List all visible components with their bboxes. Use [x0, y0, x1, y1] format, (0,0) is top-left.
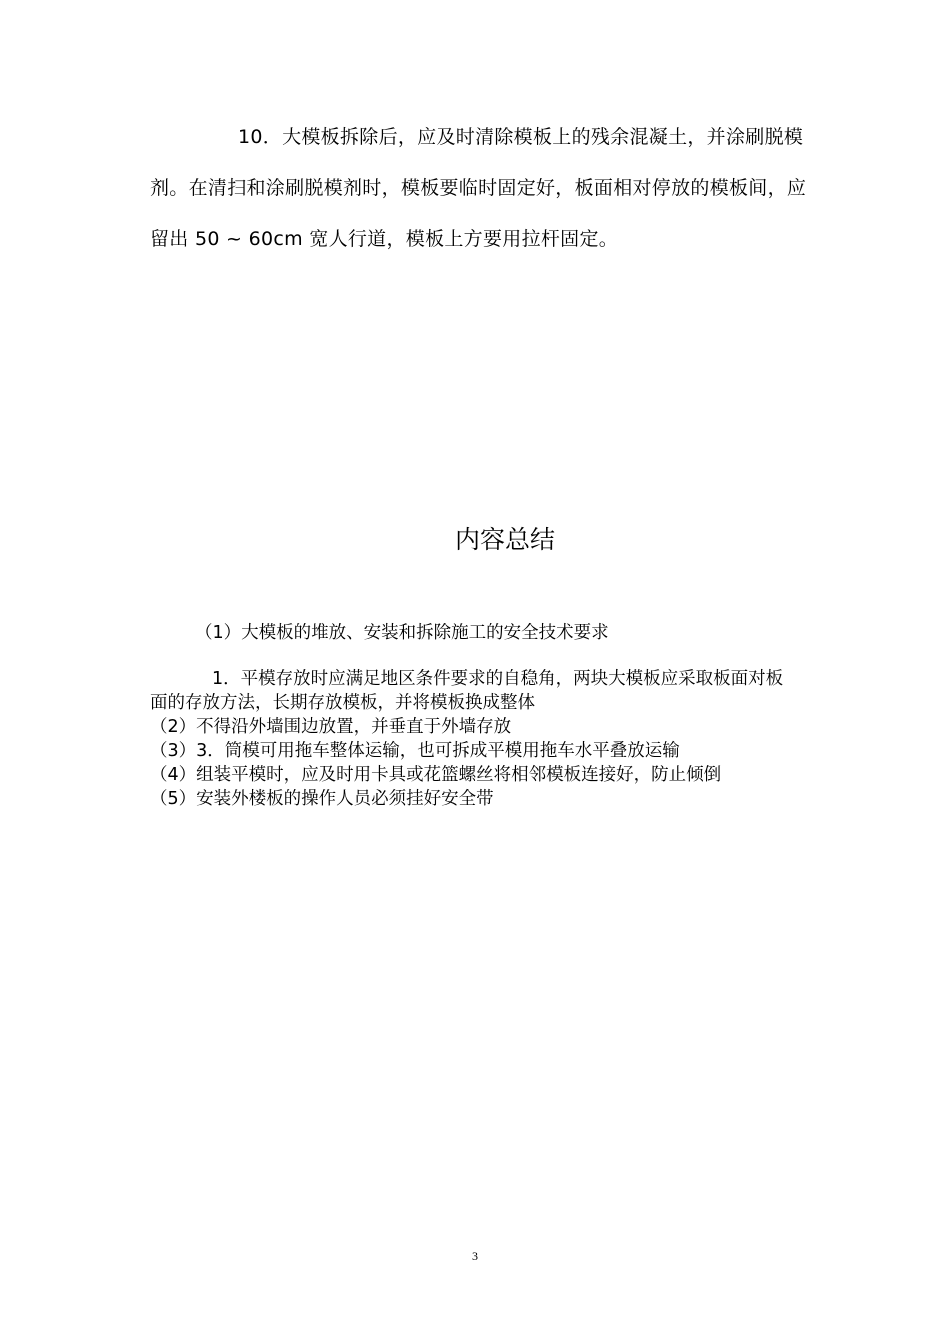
page-number: 3 — [472, 1249, 478, 1263]
summary-item: （3）3．筒模可用拖车整体运输，也可拆成平模用拖车水平叠放运输 — [150, 741, 680, 761]
summary-item: （4）组装平模时，应及时用卡具或花篮螺丝将相邻模板连接好，防止倾倒 — [150, 765, 722, 785]
summary-item: （5）安装外楼板的操作人员必须挂好安全带 — [150, 789, 494, 809]
summary-heading: 内容总结 — [454, 525, 555, 554]
summary-block — [150, 621, 800, 811]
summary-item: （2）不得沿外墙围边放置，并垂直于外墙存放 — [150, 717, 512, 737]
summary-item: 1．平模存放时应满足地区条件要求的自稳角，两块大模板应采取板面对板面的存放方法，长期存放模板，并将模板换成整体 — [150, 669, 784, 713]
summary-subhead: （1）大模板的堆放、安装和拆除施工的安全技术要求 — [195, 623, 609, 643]
main-paragraph: 10．大模板拆除后，应及时清除模板上的残余混凝土，并涂刷脱模剂。在清扫和涂刷脱模剂时，模板要临时固定好，板面相对停放的模板间，应留出 50 ~ 60cm 宽人行道，模板上方要用拉杆固定。 — [150, 126, 807, 250]
